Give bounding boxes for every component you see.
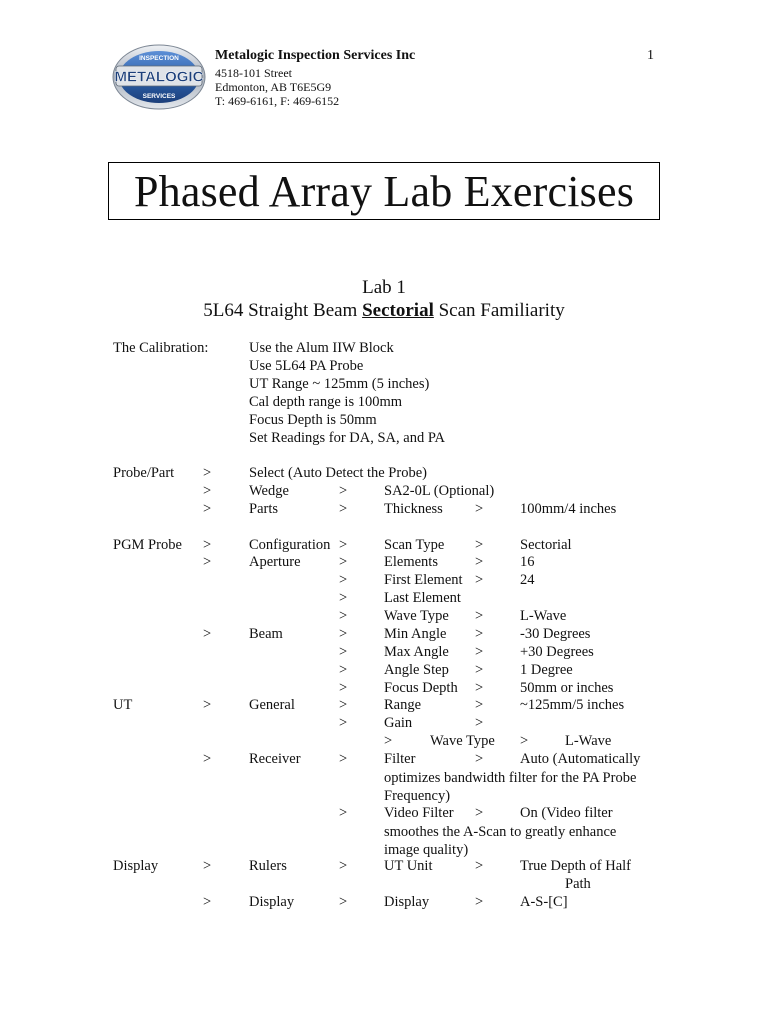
arrow: > (339, 626, 348, 642)
address-line-2: Edmonton, AB T6E5G9 (215, 80, 332, 94)
display-section-label: Display (113, 858, 159, 874)
arrow: > (203, 554, 212, 570)
calibration-line: Use 5L64 PA Probe (249, 358, 364, 374)
min-angle-value: -30 Degrees (520, 626, 591, 642)
display-label: Display (249, 894, 295, 910)
arrow: > (203, 894, 212, 910)
arrow: > (203, 626, 212, 642)
arrow: > (475, 626, 484, 642)
company-name: Metalogic Inspection Services Inc (215, 48, 416, 63)
focus-depth-value: 50mm or inches (520, 680, 614, 696)
arrow: > (203, 483, 212, 499)
ut-wave-type-label: Wave Type (430, 733, 495, 749)
arrow: > (475, 697, 484, 713)
arrow: > (339, 894, 348, 910)
gain-label: Gain (384, 715, 413, 731)
select-probe: Select (Auto Detect the Probe) (249, 465, 427, 481)
range-label: Range (384, 697, 422, 713)
arrow: > (203, 751, 212, 767)
arrow: > (339, 537, 348, 553)
address-line-1: 4518-101 Street (215, 66, 292, 80)
scan-type-label: Scan Type (384, 537, 445, 553)
phone-fax: T: 469-6161, F: 469-6152 (215, 94, 340, 108)
arrow: > (203, 501, 212, 517)
arrow: > (475, 572, 484, 588)
arrow: > (203, 465, 212, 481)
display-sub-label: Display (384, 894, 430, 910)
arrow: > (339, 715, 348, 731)
arrow: > (339, 483, 348, 499)
lab-title (0, 300, 768, 322)
wedge-label: Wedge (249, 483, 289, 499)
arrow: > (475, 554, 484, 570)
parts-label: Parts (249, 501, 278, 517)
arrow: > (475, 608, 484, 624)
wave-type-label: Wave Type (384, 608, 449, 624)
arrow: > (475, 715, 484, 731)
wave-type-value: L-Wave (520, 608, 567, 624)
pgm-probe-label: PGM Probe (113, 537, 182, 553)
calibration-label: The Calibration: (113, 340, 209, 356)
focus-depth-label: Focus Depth (384, 680, 458, 696)
arrow: > (339, 572, 348, 588)
arrow: > (203, 537, 212, 553)
arrow: > (339, 608, 348, 624)
rulers-label: Rulers (249, 858, 287, 874)
calibration-line: UT Range ~ 125mm (5 inches) (249, 376, 430, 392)
probe-part-label: Probe/Part (113, 465, 175, 481)
logo-bottom-text: SERVICES (142, 93, 176, 100)
angle-step-value: 1 Degree (520, 662, 573, 678)
video-filter-description: smoothes the A-Scan to greatly enhance image quality) (384, 824, 617, 858)
lab-title-suffix: Scan Familiarity (433, 300, 565, 321)
calibration-line: Focus Depth is 50mm (249, 412, 377, 428)
elements-value: 16 (520, 554, 535, 570)
first-element-label: First Element (384, 572, 463, 588)
arrow: > (339, 662, 348, 678)
arrow: > (520, 733, 529, 749)
filter-value: Auto (Automatically (520, 751, 641, 767)
arrow: > (475, 751, 484, 767)
video-filter-label: Video Filter (384, 805, 454, 821)
arrow: > (475, 501, 484, 517)
lab-title-prefix: 5L64 Straight Beam (203, 300, 363, 321)
last-element-label: Last Element (384, 590, 461, 606)
arrow: > (475, 537, 484, 553)
arrow: > (475, 662, 484, 678)
arrow: > (339, 501, 348, 517)
arrow: > (475, 680, 484, 696)
min-angle-label: Min Angle (384, 626, 447, 642)
arrow: > (384, 733, 393, 749)
configuration-label: Configuration (249, 537, 331, 553)
company-logo (112, 44, 206, 110)
max-angle-label: Max Angle (384, 644, 449, 660)
arrow: > (339, 554, 348, 570)
lab-number: Lab 1 (362, 277, 406, 298)
beam-label: Beam (249, 626, 283, 642)
filter-description: optimizes bandwidth filter for the PA Probe Frequency) (384, 770, 637, 804)
arrow: > (339, 697, 348, 713)
first-element-value: 24 (520, 572, 535, 588)
range-value: ~125mm/5 inches (520, 697, 625, 713)
arrow: > (339, 644, 348, 660)
ut-wave-type-value: L-Wave (565, 733, 612, 749)
arrow: > (339, 590, 348, 606)
thickness-label: Thickness (384, 501, 443, 517)
angle-step-label: Angle Step (384, 662, 449, 678)
ut-unit-value-cont: Path (565, 876, 591, 892)
ut-label: UT (113, 697, 133, 713)
lab-title-emphasis: Sectorial (362, 300, 434, 321)
elements-label: Elements (384, 554, 438, 570)
arrow: > (475, 805, 484, 821)
max-angle-value: +30 Degrees (520, 644, 594, 660)
page-number: 1 (647, 48, 654, 63)
arrow: > (475, 644, 484, 660)
general-label: General (249, 697, 295, 713)
calibration-line: Use the Alum IIW Block (249, 340, 394, 356)
ut-unit-label: UT Unit (384, 858, 433, 874)
arrow: > (339, 680, 348, 696)
arrow: > (475, 858, 484, 874)
receiver-label: Receiver (249, 751, 301, 767)
thickness-value: 100mm/4 inches (520, 501, 617, 517)
calibration-line: Cal depth range is 100mm (249, 394, 403, 410)
scan-type-value: Sectorial (520, 537, 572, 553)
wedge-value: SA2-0L (Optional) (384, 483, 495, 499)
document-title: Phased Array Lab Exercises (108, 162, 660, 220)
calibration-line: Set Readings for DA, SA, and PA (249, 430, 446, 446)
arrow: > (203, 858, 212, 874)
arrow: > (339, 805, 348, 821)
filter-label: Filter (384, 751, 416, 767)
video-filter-value: On (Video filter (520, 805, 613, 821)
arrow: > (339, 751, 348, 767)
logo-main-text: METALOGIC (114, 68, 204, 86)
display-value: A-S-[C] (520, 894, 568, 910)
ut-unit-value: True Depth of Half (520, 858, 632, 874)
arrow: > (203, 697, 212, 713)
aperture-label: Aperture (249, 554, 301, 570)
arrow: > (339, 858, 348, 874)
logo-top-text: INSPECTION (139, 55, 179, 62)
arrow: > (475, 894, 484, 910)
